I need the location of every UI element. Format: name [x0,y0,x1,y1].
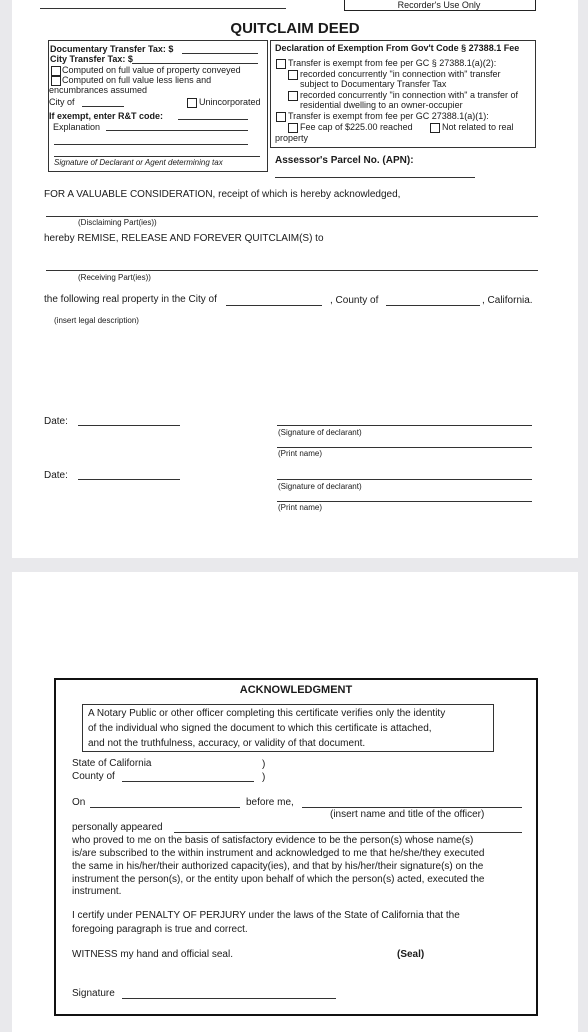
proof-line-3: the same in his/her/their authorized capacity(ies), and that by his/her/their signature(s) on the [72,861,484,872]
unincorporated-checkbox[interactable] [187,98,197,108]
declarant-signature-line-1[interactable] [277,425,532,426]
declarant-signature-caption-1: (Signature of declarant) [278,428,362,437]
not-related-label: Not related to real [442,122,514,132]
recorders-use-label: Recorder's Use Only [397,0,481,10]
doc-transfer-tax-label: Documentary Transfer Tax: $ [50,44,174,54]
exempt-code-label: If exempt, enter R&T code: [49,111,164,121]
rec-conc-1-checkbox[interactable] [288,70,298,80]
explanation-field-2[interactable] [54,144,248,145]
county-field[interactable] [122,781,254,782]
not-related-checkbox[interactable] [430,123,440,133]
personally-appeared-label: personally appeared [72,822,163,833]
county-paren: ) [262,772,266,783]
on-date-field[interactable] [90,807,240,808]
before-me-label: before me, [246,797,294,808]
property-city-field[interactable] [226,305,322,306]
fee-cap-checkbox[interactable] [288,123,298,133]
signature-label: Signature [72,988,115,999]
state-label: State of California [72,758,152,769]
rec-conc-2-label: recorded concurrently "in connection with" a transfer of [300,90,518,100]
explanation-field-1[interactable] [106,130,248,131]
declarant-signature-caption-2: (Signature of declarant) [278,482,362,491]
deed-page [12,0,578,558]
receiving-parties-caption: (Receiving Part(ies)) [78,273,151,282]
property-city-text: the following real property in the City of [44,294,217,305]
disclaiming-parties-caption: (Disclaiming Part(ies)) [78,218,157,227]
doc-transfer-tax-field[interactable] [182,53,258,54]
city-of-label: City of [49,97,75,107]
tax-signature-line[interactable] [54,156,260,157]
proof-line-5: instrument. [72,886,122,897]
legal-description-caption: (insert legal description) [54,316,139,325]
exempt-a2-label: Transfer is exempt from fee per GC § 27388.1(a)(2): [288,58,497,68]
officer-caption: (insert name and title of the officer) [330,809,485,820]
personally-appeared-field[interactable] [174,832,522,833]
rec-conc-2b-label: residential dwelling to an owner-occupier [300,100,463,110]
unincorporated-label: Unincorporated [199,97,261,107]
state-paren: ) [262,759,266,770]
fee-cap-label: Fee cap of $225.00 reached [300,122,413,132]
proof-line-2: is/are subscribed to the within instrument and acknowledged to me that he/she/they executed [72,848,485,859]
apn-label: Assessor's Parcel No. (APN): [275,155,414,166]
city-transfer-tax-label: City Transfer Tax: $ [50,54,133,64]
officer-field[interactable] [302,807,522,808]
less-liens-label-1: Computed on full value less liens and [62,75,212,85]
notary-signature-field[interactable] [122,998,336,999]
consideration-text: FOR A VALUABLE CONSIDERATION, receipt of which is hereby acknowledged, [44,189,401,200]
notice-line-3: and not the truthfulness, accuracy, or validity of that document. [88,738,366,749]
full-value-checkbox[interactable] [51,66,61,76]
exemption-heading: Declaration of Exemption From Gov't Code § 27388.1 Fee [275,43,520,53]
print-name-line-1[interactable] [277,447,532,448]
top-rule [40,8,286,9]
property-label: property [275,133,309,143]
notice-line-2: of the individual who signed the document to which this certificate is attached, [88,723,432,734]
date-label-1: Date: [44,416,68,427]
certify-line-1: I certify under PENALTY OF PERJURY under the laws of the State of California that the [72,910,460,921]
proof-line-1: who proved to me on the basis of satisfactory evidence to be the person(s) whose name(s) [72,835,474,846]
certify-line-2: foregoing paragraph is true and correct. [72,924,248,935]
exempt-code-field[interactable] [178,119,248,120]
print-name-caption-1: (Print name) [278,449,323,458]
explanation-label: Explanation [53,122,101,132]
date-field-2[interactable] [78,479,180,480]
date-field-1[interactable] [78,425,180,426]
california-text: , California. [482,295,533,306]
acknowledgment-title: ACKNOWLEDGMENT [239,684,353,696]
exempt-a1-checkbox[interactable] [276,112,286,122]
proof-line-4: instrument the person(s), or the entity upon behalf of which the person(s) acted, executed the [72,874,485,885]
seal-label: (Seal) [397,949,425,960]
rec-conc-1-label: recorded concurrently "in connection with" transfer [300,69,501,79]
rec-conc-1b-label: subject to Documentary Transfer Tax [300,79,447,89]
full-value-label: Computed on full value of property conveyed [62,65,241,75]
witness-text: WITNESS my hand and official seal. [72,949,233,960]
acknowledgment-page [12,572,578,1032]
less-liens-label-2: encumbrances assumed [49,85,148,95]
notice-line-1: A Notary Public or other officer completing this certificate verifies only the identity [88,708,446,719]
on-label: On [72,797,86,808]
tax-signature-caption: Signature of Declarant or Agent determining tax [54,158,223,167]
apn-field[interactable] [275,177,475,178]
city-of-field[interactable] [82,106,124,107]
print-name-line-2[interactable] [277,501,532,502]
deed-title: QUITCLAIM DEED [230,20,360,37]
county-label: County of [72,771,115,782]
city-transfer-tax-field[interactable] [132,63,258,64]
property-county-field[interactable] [386,305,480,306]
exempt-a2-checkbox[interactable] [276,59,286,69]
date-label-2: Date: [44,470,68,481]
print-name-caption-2: (Print name) [278,503,323,512]
remise-text: hereby REMISE, RELEASE AND FOREVER QUITCLAIM(S) to [44,233,324,244]
county-of-text: , County of [330,295,379,306]
rec-conc-2-checkbox[interactable] [288,91,298,101]
declarant-signature-line-2[interactable] [277,479,532,480]
receiving-parties-field[interactable] [46,270,538,271]
exempt-a1-label: Transfer is exempt from fee per GC 27388.1(a)(1): [288,111,489,121]
disclaiming-parties-field[interactable] [46,216,538,217]
